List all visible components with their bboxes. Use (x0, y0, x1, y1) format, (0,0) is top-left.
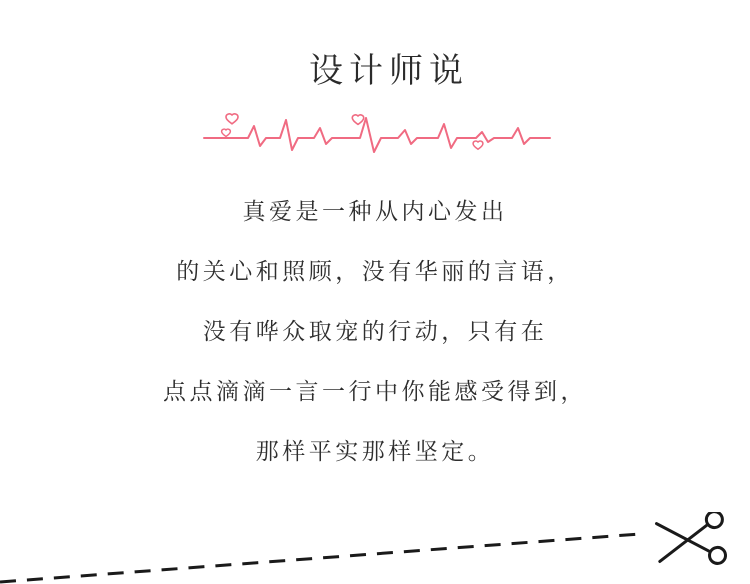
page-title: 设计师说 (309, 53, 469, 90)
poem-line: 的关心和照顾，没有华丽的言语， (176, 259, 574, 284)
heartbeat-icon (202, 98, 552, 160)
heart-icon (222, 129, 231, 136)
cut-line-footer (0, 512, 750, 584)
title-block (0, 52, 750, 93)
heart-icon (352, 115, 363, 125)
poem-line: 没有哗众取宠的行动，只有在 (202, 319, 548, 344)
poem-line: 点点滴滴一言一行中你能感受得到， (163, 379, 587, 404)
scissors-icon (656, 512, 726, 568)
poem-body (0, 182, 750, 482)
heart-icon (226, 114, 238, 124)
heartbeat-decoration (202, 98, 552, 160)
heart-icon (473, 141, 483, 149)
poem-line: 那样平实那样坚定。 (255, 439, 495, 464)
dashed-cut-line (0, 534, 640, 582)
poem-line: 真爱是一种从内心发出 (242, 199, 508, 224)
